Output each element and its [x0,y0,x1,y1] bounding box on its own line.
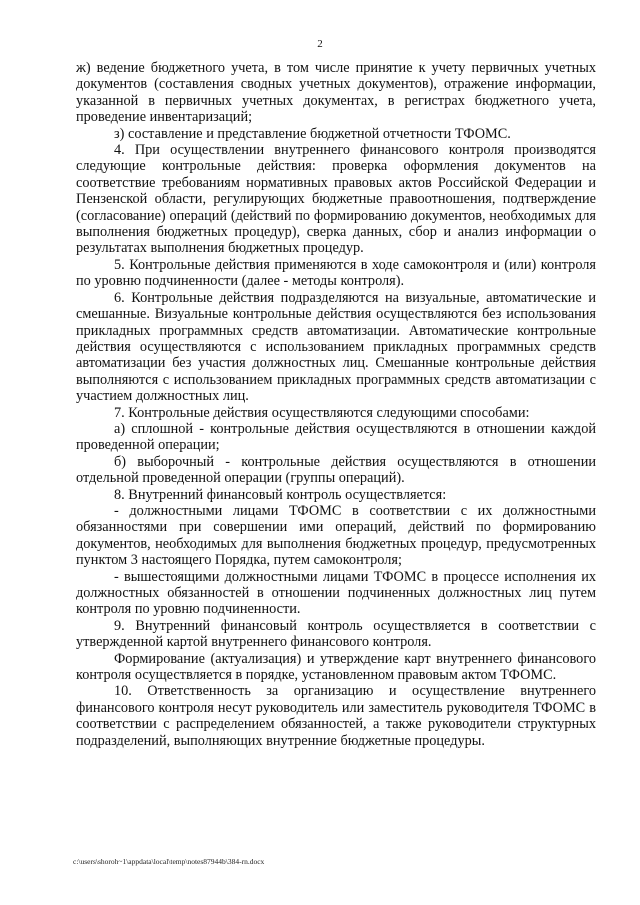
paragraph-6: 6. Контрольные действия подразделяются на визуальные, автоматические и смешанные. Визуальные контрольные действия осуществляются без использования прикладных программных средств автоматизации. Автоматические контрольные действия осуществляются с использованием прикладных программных средств автоматизации без участия должностных лиц. Смешанные контрольные действия выполняются с использованием прикладных программных средств автоматизации с участием должностных лиц. [76,289,596,405]
paragraph-7a: а) сплошной - контрольные действия осуществляются в отношении каждой проведенной операции; [76,420,596,454]
paragraph-9: 9. Внутренний финансовый контроль осуществляется в соответствии с утвержденной картой внутреннего финансового контроля. [76,617,596,651]
paragraph-7: 7. Контрольные действия осуществляются следующими способами: [114,404,530,421]
paragraph-9-continued: Формирование (актуализация) и утверждение карт внутреннего финансового контроля осуществляется в порядке, установленном правовым актом ТФОМС. [76,650,596,684]
paragraph-5: 5. Контрольные действия применяются в ходе самоконтроля и (или) контроля по уровню подчиненности (далее - методы контроля). [76,256,596,290]
paragraph-8: 8. Внутренний финансовый контроль осуществляется: [114,486,447,503]
paragraph-zh: ж) ведение бюджетного учета, в том числе принятие к учету первичных учетных документов (составления сводных учетных документов), отражение информации, указанной в первичных учетных документах, в регистрах бюджетного учета, проведение инвентаризаций; [76,60,596,126]
paragraph-8-item-1: - должностными лицами ТФОМС в соответствии с их должностными обязанностями при совершении ими операций, действий по формированию документов, необходимых для выполнения бюджетных процедур, предусмотренных пунктом 3 настоящего Порядка, путем самоконтроля; [76,502,596,569]
paragraph-z: з) составление и представление бюджетной отчетности ТФОМС. [114,125,511,142]
footer-file-path: c:\users\shoroh~1\appdata\local\temp\notes87944b\384-rn.docx [73,857,265,866]
paragraph-8-item-2: - вышестоящими должностными лицами ТФОМС в процессе исполнения их должностных обязанностей в отношении подчиненных должностных лиц путем контроля по уровню подчиненности. [76,568,596,618]
paragraph-4: 4. При осуществлении внутреннего финансового контроля производятся следующие контрольные действия: проверка оформления документов на соответствие требованиям нормативных правовых актов Российской Федерации и Пензенской области, регулирующих бюджетные правоотношения, подтверждение (согласование) операций (действий по формированию документов, необходимых для выполнения бюджетных процедур), сверка данных, сбор и анализ информации о результатах выполнения бюджетных процедур. [76,142,596,257]
page-number: 2 [317,38,323,50]
paragraph-10: 10. Ответственность за организацию и осуществление внутреннего финансового контроля несут руководитель или заместитель руководителя ТФОМС в соответствии с распределением обязанностей, а также руководители структурных подразделений, выполняющих внутренние бюджетные процедуры. [76,683,596,749]
paragraph-7b: б) выборочный - контрольные действия осуществляются в отношении отдельной проведенной операции (группы операций). [76,453,596,487]
document-body [76,60,596,749]
